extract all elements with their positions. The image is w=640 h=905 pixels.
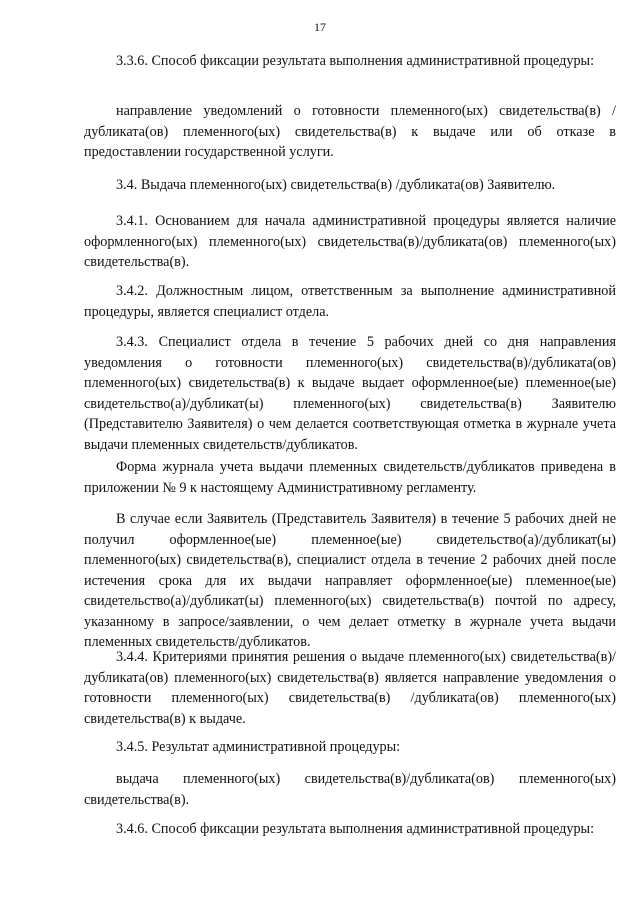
- paragraph-notification: направление уведомлений о готовности племенного(ых) свидетельства(в) /дубликата(ов) племенного(ых) свидетельства(в) к выдаче или об отказе в предоставлении государственной услуги.: [84, 103, 616, 160]
- paragraph-3-4-3: 3.4.3. Специалист отдела в течение 5 рабочих дней со дня направления уведомления о готовности племенного(ых) свидетельства(в)/дубликата(ов) племенного(ых) свидетельства(в) к выдаче выдает оформленное(ые) племенное(ые) свидетельство(а)/дубликат(ы) племенного(ых) свидетельства(в) Заявителю (Представителю Заявителя) о чем делается соответствующая отметка в журнале учета выдачи племенных свидетельств/дубликатов.: [84, 334, 616, 453]
- section-heading-3-4: 3.4. Выдача племенного(ых) свидетельства(в) /дубликата(ов) Заявителю.: [116, 177, 556, 193]
- paragraph-3-4-2: 3.4.2. Должностным лицом, ответственным за выполнение административной процедуры, является специалист отдела.: [84, 283, 616, 320]
- paragraph-3-4-1: 3.4.1. Основанием для начала административной процедуры является наличие оформленного(ых) племенного(ых) свидетельства(в)/дубликата(ов) племенного(ых) свидетельства(в).: [84, 213, 616, 270]
- paragraph-journal-form: Форма журнала учета выдачи племенных свидетельств/дубликатов приведена в приложении № 9 к настоящему Административному регламенту.: [84, 459, 616, 496]
- paragraph-3-4-4: 3.4.4. Критериями принятия решения о выдаче племенного(ых) свидетельства(в)/дубликата(ов) племенного(ых) свидетельства(в) является направление уведомления о готовности племенного(ых) свидетельства(в) /дубликата(ов) племенного(ых) свидетельства(в) к выдаче.: [84, 649, 616, 727]
- page-number: 17: [314, 20, 326, 34]
- paragraph-3-4-5: 3.4.5. Результат административной процедуры:: [116, 739, 401, 755]
- paragraph-result: выдача племенного(ых) свидетельства(в)/дубликата(ов) племенного(ых) свидетельства(в).: [84, 771, 616, 808]
- paragraph-postal-delivery: В случае если Заявитель (Представитель Заявителя) в течение 5 рабочих дней не получил оформленное(ые) племенное(ые) свидетельство(а)/дубликат(ы) племенного(ых) свидетельства(в), специалист отдела в течение 2 рабочих дней после истечения срока для их выдачи направляет оформленное(ые) племенное(ые) свидетельство(а)/дубликат(ы) племенного(ых) свидетельства(в) почтой по адресу, указанному в запросе/заявлении, о чем делает отметку в журнале учета выдачи племенных свидетельств/дубликатов.: [84, 511, 616, 650]
- paragraph-3-3-6: 3.3.6. Способ фиксации результата выполнения административной процедуры:: [116, 53, 595, 69]
- paragraph-3-4-6: 3.4.6. Способ фиксации результата выполнения административной процедуры:: [116, 821, 595, 837]
